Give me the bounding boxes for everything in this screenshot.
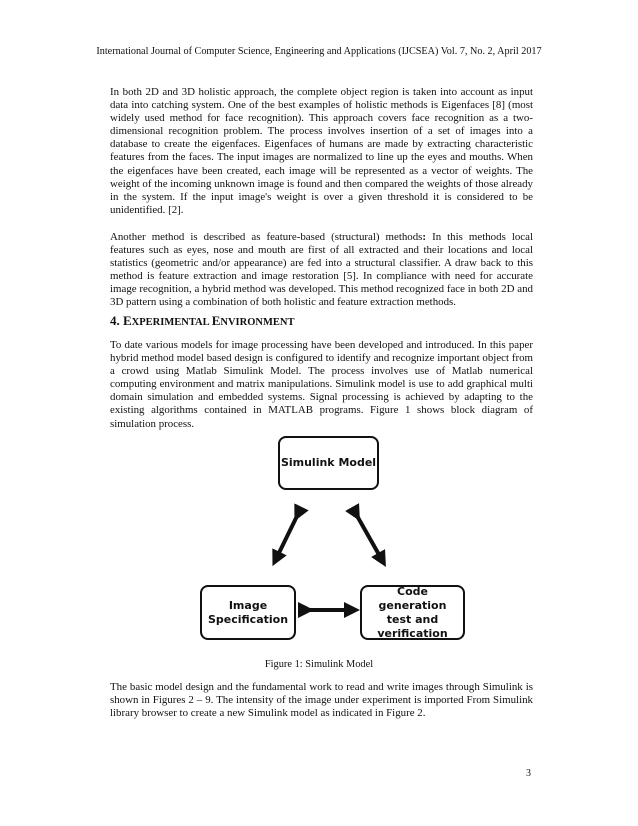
arrow-top-right [356,514,382,560]
paragraph-experimental: To date various models for image processing have been developed and introduced. In this paper hybrid method model based design is configured to identify and recognize important object from a crowd using Matlab Simulink Model. The process involves use of Matlab numerical computing environment and matrix manipulations. Simulink model is use to add graphical multi domain simulation and embedded systems. Signal processing is achieved by adapting to the existing algorithms contained in MATLAB programs. Figure 1 shows block diagram of simulation process. [110,339,533,430]
paragraph-feature-based-body: In this methods local features such as eyes, nose and mouth are first of all extracted and their locations and local statistics (geometric and/or appearance) are fed into a structural classifier. A draw back to this method is feature extraction and image restoration [5]. In compliance with need for accurate image recognition, a hybrid method was developed. This method recognized face in both 2D and 3D pattern using a combination of both holistic and feature extraction methods. [110,231,533,309]
paragraph-holistic: In both 2D and 3D holistic approach, the complete object region is taken into account as input data into catching system. One of the best examples of holistic methods is Eigenfaces [8] (most widely used method for face recognition). This approach covers face recognition as a two-dimensional recognition problem. The process involves insertion of a set of images into a database to create the eigenfaces. Eigenfaces of humans are made by extracting characteristic features from the faces. The input images are normalized to line up the eyes and mouths. When the eigenfaces have been created, each image will be represented as a vector of weights. The weight of the incoming unknown image is found and then compared the weights of those already in the system. If the input image's weight is over a given threshold it is considered to be unidentified. [2]. [110,86,533,216]
simulink-model-label: Simulink Model [280,456,377,469]
code-gen-line-2: test and [386,612,439,626]
section-number: 4. [110,313,123,328]
paragraph-feature-based-lead: Another method is described as feature-based (structural) methods [110,231,423,243]
section-heading [110,313,294,329]
section-title-initial-2: E [211,313,221,328]
simulink-block-diagram [190,432,480,647]
journal-header: International Journal of Computer Science, Engineering and Applications (IJCSEA) Vol. 7, No. 2, April 2017 [96,46,542,57]
paragraph-feature-based-colon: : [422,231,427,243]
section-title-initial-1: E [123,313,132,328]
image-specification-box [200,585,296,640]
code-gen-line-3: verification [377,626,448,640]
image-spec-line-2: Specification [207,612,289,626]
paragraph-basic-model: The basic model design and the fundamental work to read and write images through Simulink is shown in Figures 2 – 9. The intensity of the image under experiment is imported From Simulink library browser to create a new Simulink model as indicated in Figure 2. [110,681,533,720]
simulink-model-box [278,436,379,490]
code-generation-box [360,585,465,640]
section-title-word-2: NVIRONMENT [220,317,295,328]
arrow-top-left [276,514,298,559]
page-number: 3 [526,768,531,779]
section-title-word-1: XPERIMENTAL [131,317,212,328]
image-spec-line-1: Image [228,598,268,612]
paragraph-feature-based [110,231,533,310]
figure-caption: Figure 1: Simulink Model [264,659,374,670]
code-gen-line-1: Code generation [378,584,447,612]
